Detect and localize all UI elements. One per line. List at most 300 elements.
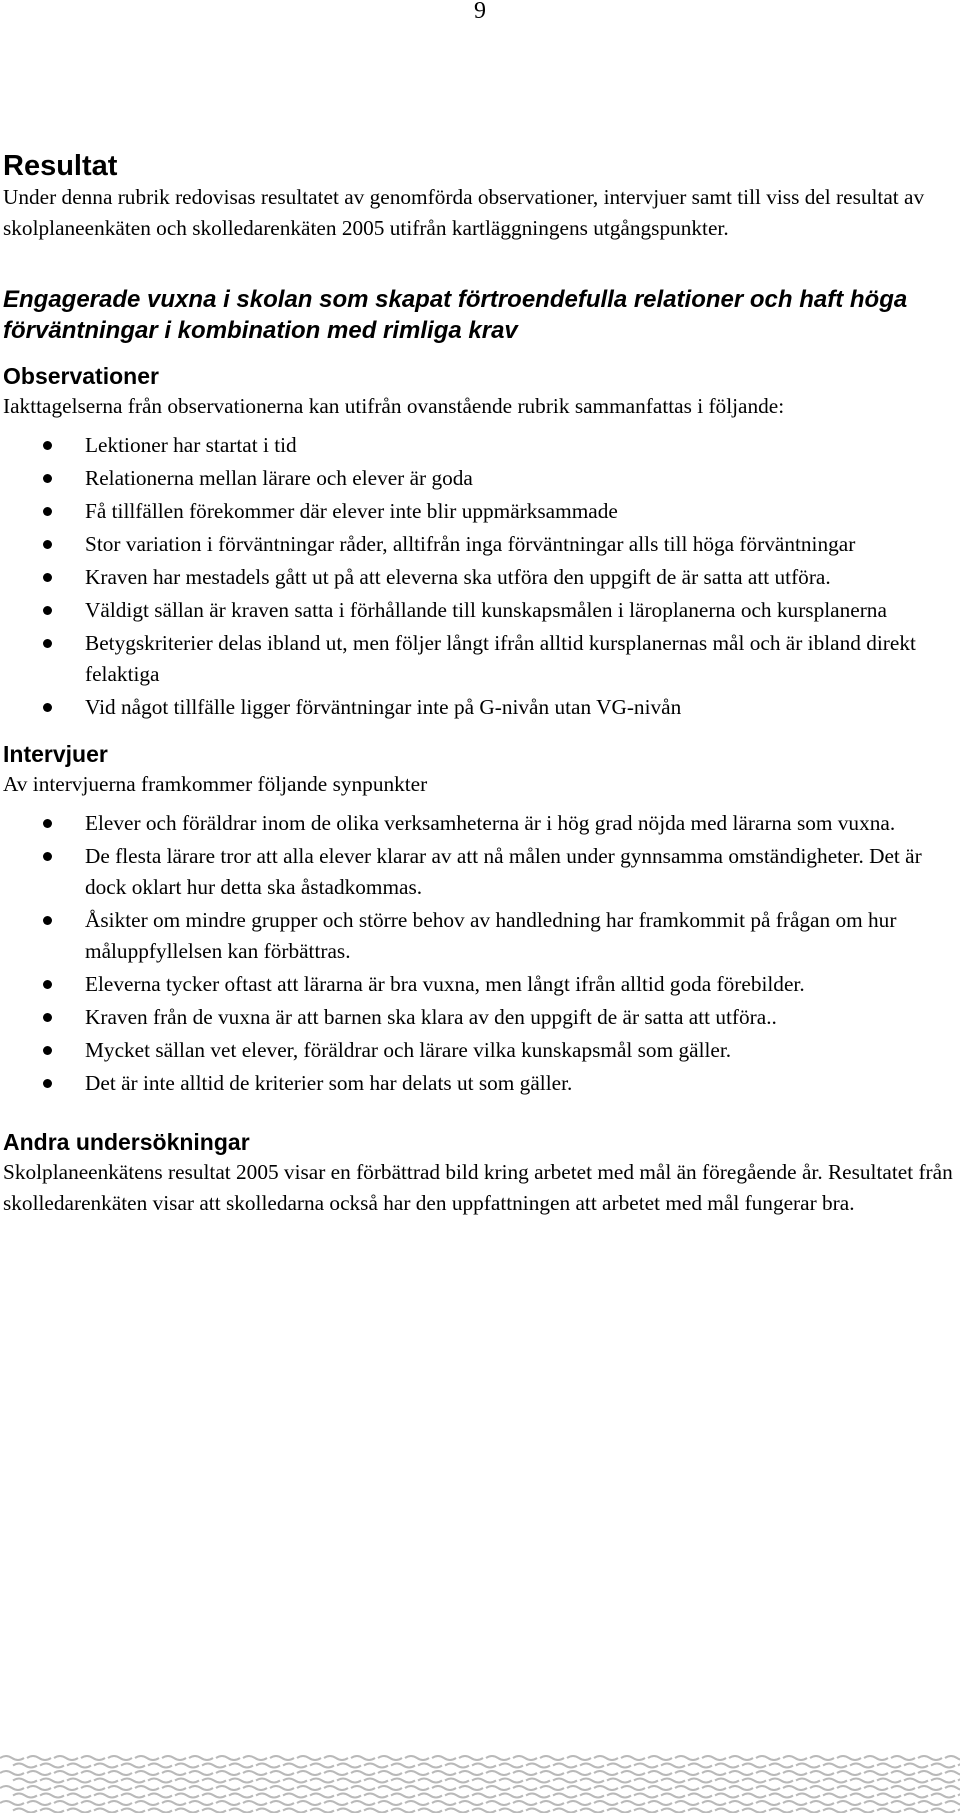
wave-stroke — [742, 1764, 766, 1768]
wave-stroke — [607, 1794, 631, 1798]
wave-stroke — [445, 1794, 469, 1798]
wave-stroke — [229, 1764, 253, 1768]
wave-stroke — [567, 1756, 591, 1760]
wave-stroke — [567, 1771, 591, 1775]
wave-stroke — [445, 1779, 469, 1783]
list-item — [3, 692, 955, 723]
wave-stroke — [540, 1756, 564, 1760]
wave-stroke — [567, 1786, 591, 1790]
wave-stroke — [702, 1771, 726, 1775]
wave-stroke — [877, 1764, 901, 1768]
wave-stroke — [877, 1779, 901, 1783]
wave-stroke — [526, 1809, 550, 1813]
wave-stroke — [580, 1809, 604, 1813]
wave-stroke — [756, 1756, 780, 1760]
wave-stroke — [486, 1801, 510, 1805]
wave-stroke — [175, 1779, 199, 1783]
wave-stroke — [256, 1779, 280, 1783]
wave-stroke — [850, 1779, 874, 1783]
wave-stroke — [67, 1779, 91, 1783]
wave-pattern-graphic — [0, 1752, 960, 1813]
list-item — [3, 905, 955, 967]
wave-stroke — [918, 1756, 942, 1760]
wave-stroke — [202, 1794, 226, 1798]
wave-stroke — [216, 1801, 240, 1805]
wave-stroke — [729, 1756, 753, 1760]
wave-stroke — [94, 1779, 118, 1783]
wave-stroke — [472, 1809, 496, 1813]
wave-stroke — [324, 1786, 348, 1790]
wave-stroke — [472, 1794, 496, 1798]
bullet-icon — [43, 852, 52, 861]
wave-stroke — [688, 1809, 712, 1813]
wave-stroke — [0, 1786, 24, 1790]
wave-stroke — [634, 1779, 658, 1783]
wave-stroke — [148, 1809, 172, 1813]
wave-stroke — [418, 1779, 442, 1783]
wave-stroke — [796, 1764, 820, 1768]
wave-stroke — [607, 1764, 631, 1768]
wave-stroke — [337, 1809, 361, 1813]
wave-stroke — [864, 1771, 888, 1775]
wave-stroke — [513, 1786, 537, 1790]
list-item-text: De flesta lärare tror att alla elever klarar av att nå målen under gynnsamma omständigheter. Det är dock oklart hur detta ska åstadkommas. — [85, 844, 922, 899]
list-item-text: Det är inte alltid de kriterier som har delats ut som gäller. — [85, 1071, 573, 1095]
list-item-text: Väldigt sällan är kraven satta i förhållande till kunskapsmålen i läroplanerna och kursplanerna — [85, 598, 887, 622]
wave-stroke — [445, 1764, 469, 1768]
bullet-icon — [43, 507, 52, 516]
wave-stroke — [837, 1756, 861, 1760]
list-item — [3, 496, 955, 527]
intervjuer-intro: Av intervjuerna framkommer följande synpunkter — [3, 772, 428, 796]
wave-stroke — [0, 1756, 24, 1760]
wave-stroke — [891, 1771, 915, 1775]
wave-stroke — [13, 1809, 37, 1813]
wave-stroke — [756, 1801, 780, 1805]
wave-stroke — [675, 1801, 699, 1805]
wave-stroke — [0, 1801, 24, 1805]
wave-stroke — [445, 1809, 469, 1813]
wave-stroke — [877, 1794, 901, 1798]
list-item — [3, 529, 955, 560]
wave-stroke — [675, 1771, 699, 1775]
wave-stroke — [756, 1771, 780, 1775]
wave-stroke — [297, 1786, 321, 1790]
wave-stroke — [634, 1764, 658, 1768]
wave-stroke — [364, 1779, 388, 1783]
wave-stroke — [0, 1771, 24, 1775]
list-item — [3, 595, 955, 626]
bullet-icon — [43, 1079, 52, 1088]
wave-stroke — [648, 1756, 672, 1760]
wave-stroke — [850, 1764, 874, 1768]
wave-stroke — [135, 1756, 159, 1760]
wave-stroke — [27, 1801, 51, 1805]
wave-stroke — [378, 1801, 402, 1805]
wave-stroke — [216, 1786, 240, 1790]
wave-stroke — [580, 1779, 604, 1783]
wave-stroke — [715, 1779, 739, 1783]
wave-stroke — [702, 1801, 726, 1805]
wave-stroke — [67, 1809, 91, 1813]
wave-stroke — [283, 1764, 307, 1768]
wave-stroke — [837, 1801, 861, 1805]
list-item — [3, 841, 955, 903]
wave-stroke — [256, 1809, 280, 1813]
wave-stroke — [661, 1779, 685, 1783]
list-item — [3, 430, 955, 461]
wave-stroke — [648, 1801, 672, 1805]
wave-stroke — [351, 1771, 375, 1775]
wave-stroke — [351, 1801, 375, 1805]
wave-stroke — [108, 1756, 132, 1760]
wave-stroke — [364, 1809, 388, 1813]
wave-stroke — [931, 1779, 955, 1783]
bullet-icon — [43, 606, 52, 615]
wave-stroke — [310, 1794, 334, 1798]
wave-stroke — [931, 1794, 955, 1798]
wave-stroke — [175, 1764, 199, 1768]
list-item — [3, 1035, 955, 1066]
wave-stroke — [945, 1786, 960, 1790]
wave-stroke — [499, 1779, 523, 1783]
wave-stroke — [904, 1794, 928, 1798]
wave-stroke — [553, 1809, 577, 1813]
wave-stroke — [337, 1779, 361, 1783]
wave-stroke — [567, 1801, 591, 1805]
wave-stroke — [13, 1779, 37, 1783]
wave-stroke — [108, 1771, 132, 1775]
wave-stroke — [121, 1764, 145, 1768]
wave-stroke — [648, 1771, 672, 1775]
wave-stroke — [337, 1764, 361, 1768]
wave-stroke — [243, 1771, 267, 1775]
andra-heading: Andra undersökningar — [3, 1129, 250, 1155]
wave-stroke — [243, 1756, 267, 1760]
bullet-icon — [43, 1046, 52, 1055]
list-item — [3, 969, 955, 1000]
wave-stroke — [81, 1756, 105, 1760]
wave-stroke — [850, 1794, 874, 1798]
wave-stroke — [310, 1779, 334, 1783]
wave-stroke — [540, 1771, 564, 1775]
wave-stroke — [526, 1764, 550, 1768]
observationer-heading: Observationer — [3, 363, 159, 389]
wave-stroke — [783, 1786, 807, 1790]
wave-stroke — [256, 1764, 280, 1768]
wave-stroke — [526, 1794, 550, 1798]
wave-stroke — [310, 1764, 334, 1768]
wave-stroke — [391, 1794, 415, 1798]
wave-stroke — [121, 1809, 145, 1813]
wave-stroke — [540, 1786, 564, 1790]
wave-stroke — [364, 1764, 388, 1768]
wave-stroke — [729, 1801, 753, 1805]
wave-stroke — [742, 1809, 766, 1813]
wave-stroke — [810, 1756, 834, 1760]
list-item-text: Kraven har mestadels gått ut på att eleverna ska utföra den uppgift de är satta att utföra. — [85, 565, 831, 589]
wave-stroke — [67, 1764, 91, 1768]
wave-stroke — [688, 1779, 712, 1783]
resultat-heading: Resultat — [3, 150, 118, 182]
wave-stroke — [513, 1756, 537, 1760]
page-number: 9 — [474, 0, 486, 24]
wave-stroke — [877, 1809, 901, 1813]
wave-stroke — [148, 1794, 172, 1798]
wave-stroke — [823, 1794, 847, 1798]
wave-stroke — [27, 1756, 51, 1760]
wave-stroke — [945, 1756, 960, 1760]
wave-stroke — [54, 1801, 78, 1805]
wave-stroke — [553, 1794, 577, 1798]
list-item-text: Åsikter om mindre grupper och större behov av handledning har framkommit på frågan om hur måluppfyllelsen kan förbättras. — [85, 908, 897, 963]
wave-stroke — [783, 1771, 807, 1775]
bullet-icon — [43, 573, 52, 582]
wave-stroke — [594, 1801, 618, 1805]
wave-stroke — [931, 1809, 955, 1813]
wave-stroke — [432, 1771, 456, 1775]
list-item — [3, 1068, 955, 1099]
wave-stroke — [634, 1794, 658, 1798]
wave-stroke — [324, 1756, 348, 1760]
wave-stroke — [162, 1756, 186, 1760]
wave-stroke — [324, 1771, 348, 1775]
wave-stroke — [81, 1786, 105, 1790]
wave-stroke — [486, 1771, 510, 1775]
wave-stroke — [661, 1764, 685, 1768]
bullet-icon — [43, 540, 52, 549]
wave-stroke — [162, 1801, 186, 1805]
wave-stroke — [270, 1771, 294, 1775]
wave-stroke — [823, 1779, 847, 1783]
wave-stroke — [796, 1794, 820, 1798]
wave-stroke — [391, 1779, 415, 1783]
wave-stroke — [850, 1809, 874, 1813]
wave-stroke — [243, 1801, 267, 1805]
wave-stroke — [688, 1764, 712, 1768]
wave-stroke — [918, 1786, 942, 1790]
wave-stroke — [823, 1809, 847, 1813]
wave-stroke — [810, 1801, 834, 1805]
intervjuer-list — [3, 808, 955, 1099]
bullet-icon — [43, 474, 52, 483]
wave-stroke — [378, 1771, 402, 1775]
wave-stroke — [108, 1801, 132, 1805]
wave-stroke — [891, 1801, 915, 1805]
bullet-icon — [43, 441, 52, 450]
wave-stroke — [904, 1809, 928, 1813]
wave-stroke — [486, 1786, 510, 1790]
wave-stroke — [162, 1771, 186, 1775]
wave-stroke — [216, 1756, 240, 1760]
list-item-text: Betygskriterier delas ibland ut, men följer långt ifrån alltid kursplanernas mål och är ibland direkt felaktiga — [85, 631, 916, 686]
wave-stroke — [553, 1764, 577, 1768]
list-item — [3, 628, 955, 690]
wave-stroke — [486, 1756, 510, 1760]
wave-stroke — [729, 1771, 753, 1775]
wave-stroke — [769, 1779, 793, 1783]
wave-stroke — [459, 1771, 483, 1775]
wave-stroke — [513, 1771, 537, 1775]
wave-stroke — [769, 1809, 793, 1813]
wave-stroke — [796, 1779, 820, 1783]
wave-stroke — [94, 1764, 118, 1768]
wave-stroke — [526, 1779, 550, 1783]
wave-stroke — [499, 1809, 523, 1813]
list-item — [3, 562, 955, 593]
wave-stroke — [202, 1809, 226, 1813]
wave-stroke — [931, 1764, 955, 1768]
wave-stroke — [189, 1801, 213, 1805]
wave-stroke — [621, 1771, 645, 1775]
wave-stroke — [648, 1786, 672, 1790]
wave-stroke — [405, 1801, 429, 1805]
wave-stroke — [715, 1764, 739, 1768]
wave-stroke — [432, 1801, 456, 1805]
wave-stroke — [459, 1756, 483, 1760]
wave-stroke — [891, 1786, 915, 1790]
wave-stroke — [202, 1764, 226, 1768]
wave-stroke — [418, 1764, 442, 1768]
wave-stroke — [405, 1756, 429, 1760]
wave-stroke — [27, 1786, 51, 1790]
intervjuer-heading: Intervjuer — [3, 741, 108, 767]
wave-stroke — [432, 1756, 456, 1760]
wave-stroke — [580, 1794, 604, 1798]
wave-stroke — [945, 1801, 960, 1805]
wave-stroke — [283, 1794, 307, 1798]
wave-stroke — [594, 1771, 618, 1775]
wave-stroke — [472, 1764, 496, 1768]
list-item-text: Lektioner har startat i tid — [85, 433, 297, 457]
bullet-icon — [43, 1013, 52, 1022]
wave-stroke — [864, 1801, 888, 1805]
wave-stroke — [189, 1786, 213, 1790]
wave-stroke — [40, 1764, 64, 1768]
wave-stroke — [40, 1809, 64, 1813]
wave-stroke — [769, 1794, 793, 1798]
wave-stroke — [81, 1771, 105, 1775]
wave-stroke — [297, 1771, 321, 1775]
wave-stroke — [283, 1809, 307, 1813]
wave-stroke — [243, 1786, 267, 1790]
wave-stroke — [432, 1786, 456, 1790]
wave-stroke — [621, 1801, 645, 1805]
wave-stroke — [945, 1771, 960, 1775]
wave-stroke — [634, 1809, 658, 1813]
list-item-text: Vid något tillfälle ligger förväntningar inte på G-nivån utan VG-nivån — [85, 695, 682, 719]
wave-stroke — [405, 1771, 429, 1775]
wave-stroke — [148, 1764, 172, 1768]
wave-stroke — [54, 1771, 78, 1775]
wave-stroke — [162, 1786, 186, 1790]
list-item — [3, 463, 955, 494]
wave-stroke — [837, 1786, 861, 1790]
wave-stroke — [256, 1794, 280, 1798]
wave-stroke — [270, 1801, 294, 1805]
wave-stroke — [594, 1786, 618, 1790]
wave-stroke — [108, 1786, 132, 1790]
wave-stroke — [742, 1779, 766, 1783]
wave-stroke — [297, 1756, 321, 1760]
wave-stroke — [513, 1801, 537, 1805]
list-item-text: Få tillfällen förekommer där elever inte blir uppmärksammade — [85, 499, 618, 523]
wave-stroke — [13, 1794, 37, 1798]
wave-stroke — [607, 1779, 631, 1783]
wave-stroke — [202, 1779, 226, 1783]
wave-stroke — [121, 1794, 145, 1798]
bullet-icon — [43, 639, 52, 648]
wave-stroke — [391, 1809, 415, 1813]
wave-stroke — [27, 1771, 51, 1775]
wave-stroke — [837, 1771, 861, 1775]
wave-stroke — [580, 1764, 604, 1768]
wave-stroke — [702, 1756, 726, 1760]
wave-stroke — [553, 1779, 577, 1783]
footer-pattern — [0, 1752, 960, 1813]
wave-stroke — [283, 1779, 307, 1783]
wave-stroke — [715, 1809, 739, 1813]
list-item-text: Eleverna tycker oftast att lärarna är bra vuxna, men långt ifrån alltid goda förebilder. — [85, 972, 805, 996]
list-item-text: Elever och föräldrar inom de olika verksamheterna är i hög grad nöjda med lärarna som vuxna. — [85, 811, 896, 835]
wave-stroke — [459, 1786, 483, 1790]
wave-stroke — [94, 1809, 118, 1813]
theme-heading: Engagerade vuxna i skolan som skapat förtroendefulla relationer och haft höga förväntningar i kombination med rimliga krav — [3, 286, 908, 344]
wave-stroke — [270, 1756, 294, 1760]
wave-stroke — [783, 1756, 807, 1760]
wave-stroke — [742, 1794, 766, 1798]
wave-stroke — [54, 1786, 78, 1790]
wave-stroke — [418, 1809, 442, 1813]
bullet-icon — [43, 980, 52, 989]
wave-stroke — [688, 1794, 712, 1798]
wave-stroke — [918, 1801, 942, 1805]
wave-stroke — [189, 1756, 213, 1760]
wave-stroke — [54, 1756, 78, 1760]
wave-stroke — [864, 1756, 888, 1760]
wave-stroke — [351, 1756, 375, 1760]
wave-stroke — [796, 1809, 820, 1813]
wave-stroke — [135, 1771, 159, 1775]
wave-stroke — [40, 1794, 64, 1798]
wave-stroke — [621, 1786, 645, 1790]
wave-stroke — [594, 1756, 618, 1760]
wave-stroke — [391, 1764, 415, 1768]
wave-stroke — [621, 1756, 645, 1760]
wave-stroke — [715, 1794, 739, 1798]
observationer-list — [3, 430, 955, 723]
wave-stroke — [189, 1771, 213, 1775]
bullet-icon — [43, 703, 52, 712]
wave-stroke — [229, 1794, 253, 1798]
document-body — [3, 150, 955, 1219]
wave-stroke — [351, 1786, 375, 1790]
wave-stroke — [756, 1786, 780, 1790]
wave-stroke — [675, 1756, 699, 1760]
list-item-text: Mycket sällan vet elever, föräldrar och lärare vilka kunskapsmål som gäller. — [85, 1038, 732, 1062]
wave-stroke — [661, 1794, 685, 1798]
wave-stroke — [918, 1771, 942, 1775]
wave-stroke — [40, 1779, 64, 1783]
wave-stroke — [216, 1771, 240, 1775]
wave-stroke — [175, 1809, 199, 1813]
wave-stroke — [67, 1794, 91, 1798]
wave-stroke — [864, 1786, 888, 1790]
wave-stroke — [904, 1764, 928, 1768]
wave-stroke — [121, 1779, 145, 1783]
wave-stroke — [94, 1794, 118, 1798]
wave-stroke — [270, 1786, 294, 1790]
